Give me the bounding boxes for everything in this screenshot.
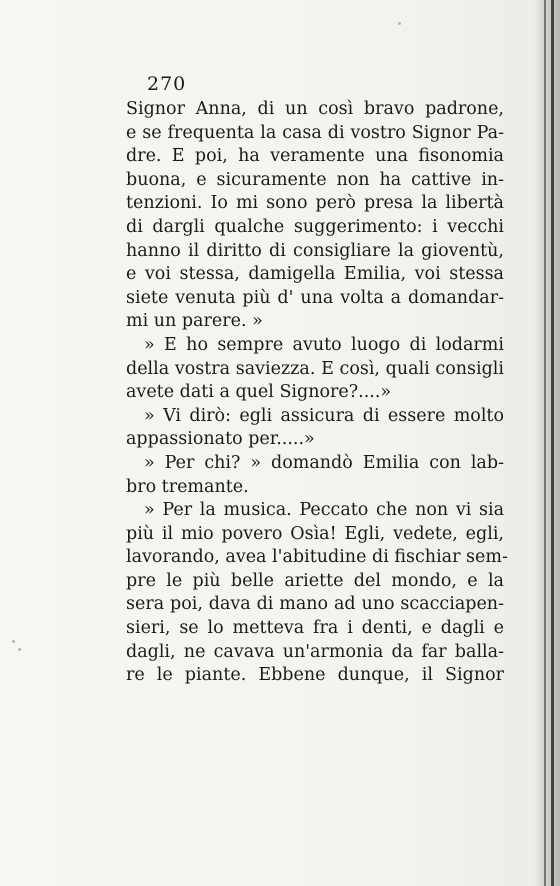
text-line: più il mio povero Osìa! Egli, vedete, egli, [126,523,504,544]
text-line: tenzioni. Io mi sono però presa la libertà [126,193,504,214]
text-line: » E ho sempre avuto luogo di lodarmi [144,334,504,355]
text-line: » Per la musica. Peccato che non vi sia [144,500,504,521]
text-line: sieri, se lo metteva fra i denti, e dagli e [126,618,504,639]
text-line: pre le più belle ariette del mondo, e la [126,570,504,591]
page-edge-line [551,0,554,886]
text-line: dre. E poi, ha veramente una fisonomia [126,146,504,167]
text-line: lavorando, avea l'abitudine di fischiar sem- [126,547,508,568]
text-line: avete dati a quel Signore?....» [126,382,392,403]
paper-speck [18,648,21,651]
text-line: di dargli qualche suggerimento: i vecchi [126,216,504,237]
text-line: buona, e sicuramente non ha cattive in- [126,169,504,190]
page-number: 270 [147,73,187,95]
text-line: siete venuta più d' una volta a domandar- [126,287,504,308]
body-text [126,98,508,688]
page-right-edge-shadow [534,0,560,886]
page-edge-line-inner [544,0,546,886]
text-line: e voi stessa, damigella Emilia, voi stessa [126,264,504,285]
text-line: mi un parere. » [126,311,263,332]
text-line: hanno il diritto di consigliare la gioventù, [126,240,504,261]
text-line: bro tremante. [126,476,249,497]
text-line: e se frequenta la casa di vostro Signor Pa- [126,122,504,143]
text-line: » Vi dirò: egli assicura di essere molto [144,405,504,426]
text-line: della vostra saviezza. E così, quali consigli [126,358,504,379]
text-line: sera poi, dava di mano ad uno scacciapen- [126,594,504,615]
text-line: dagli, ne cavava un'armonia da far balla- [126,641,504,662]
paper-speck [398,22,401,25]
text-line: re le piante. Ebbene dunque, il Signor [126,665,504,686]
text-line: Signor Anna, di un così bravo padrone, [126,99,504,119]
text-line: appassionato per.....» [126,429,315,450]
text-line: » Per chi? » domandò Emilia con lab- [144,452,504,473]
paper-speck [12,640,15,643]
